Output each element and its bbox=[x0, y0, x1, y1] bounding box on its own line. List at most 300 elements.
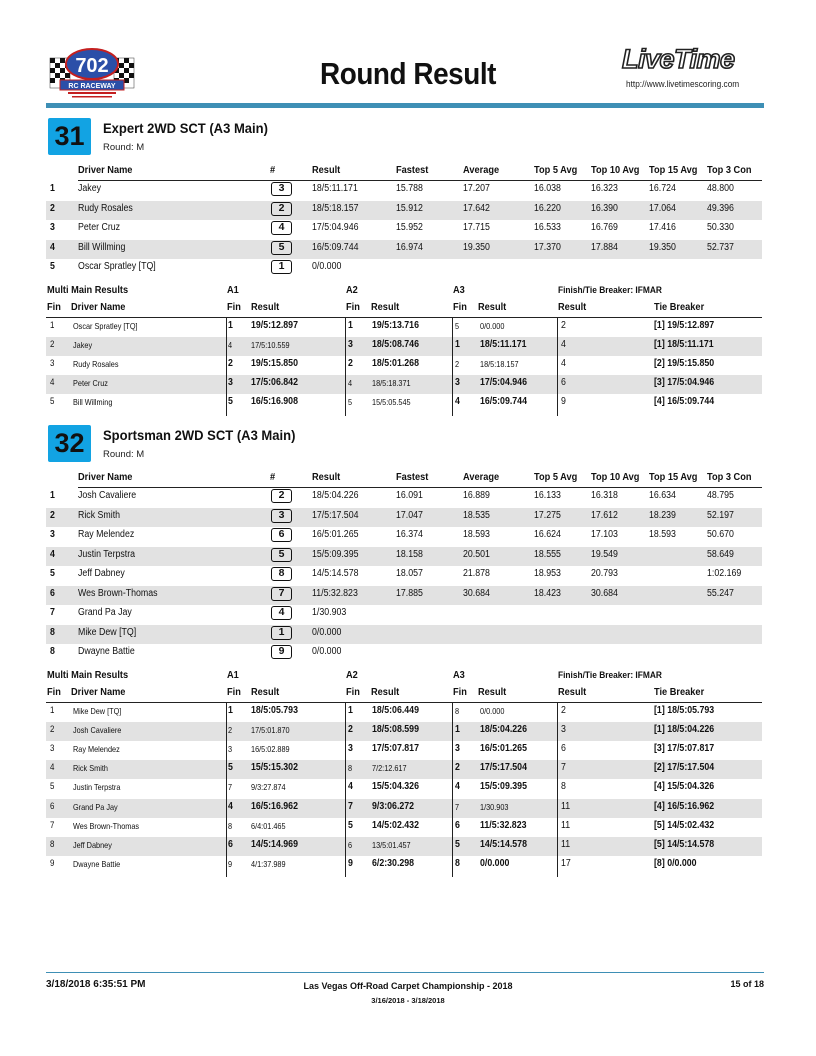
a3-result: 14/5:14.578 bbox=[480, 838, 527, 850]
column-divider bbox=[452, 318, 453, 416]
final-result-header: Result bbox=[558, 685, 587, 698]
car-number: 3 bbox=[271, 509, 292, 523]
a1-result: 16/5:16.962 bbox=[251, 800, 298, 812]
result-position: 5 bbox=[50, 261, 55, 272]
a3-header: A3 bbox=[453, 668, 465, 681]
a2-fin: 8 bbox=[348, 763, 353, 774]
column-divider bbox=[557, 318, 558, 416]
a3-fin: 8 bbox=[455, 858, 460, 870]
a2-result: 19/5:13.716 bbox=[372, 319, 419, 331]
a2-fin: 6 bbox=[348, 839, 353, 850]
final-result: 7 bbox=[561, 762, 566, 774]
a2-fin: 7 bbox=[348, 800, 353, 812]
result-result: 15/5:09.395 bbox=[312, 548, 359, 560]
a2-fin: 1 bbox=[348, 704, 353, 716]
car-number: 7 bbox=[271, 587, 292, 601]
result-top15: 17.416 bbox=[649, 222, 676, 233]
result-fastest: 15.912 bbox=[396, 202, 423, 214]
a2-fin: 2 bbox=[348, 723, 353, 735]
a2-result: 18/5:18.371 bbox=[372, 378, 411, 389]
driver-name: Justin Terpstra bbox=[78, 548, 136, 560]
multi-fin: 3 bbox=[50, 357, 55, 368]
result-top15: 18.239 bbox=[649, 509, 676, 521]
result-result: 18/5:18.157 bbox=[312, 202, 359, 214]
a2-fin-header: Fin bbox=[346, 685, 360, 698]
event-round: Round: M bbox=[103, 449, 145, 460]
result-top15: 16.724 bbox=[649, 183, 676, 194]
a3-result: 11/5:32.823 bbox=[480, 819, 527, 831]
result-top5: 16.624 bbox=[534, 529, 561, 540]
a1-fin: 1 bbox=[228, 704, 233, 716]
a3-fin: 1 bbox=[455, 723, 460, 735]
driver-name: Grand Pa Jay bbox=[78, 607, 132, 618]
a2-result: 6/2:30.298 bbox=[372, 858, 415, 870]
result-top5: 17.275 bbox=[534, 509, 561, 521]
a3-fin: 5 bbox=[455, 320, 460, 331]
final-result: 11 bbox=[561, 838, 571, 850]
a3-result: 18/5:18.157 bbox=[480, 358, 519, 369]
result-top3con: 50.330 bbox=[707, 222, 734, 233]
multi-main-title: Multi Main Results bbox=[47, 668, 129, 681]
a2-result: 15/5:05.545 bbox=[372, 397, 411, 408]
a3-result: 1/30.903 bbox=[480, 801, 509, 812]
result-position: 4 bbox=[50, 241, 55, 253]
tie-breaker-value: [2] 17/5:17.504 bbox=[654, 762, 715, 774]
result-result: 0/0.000 bbox=[312, 626, 342, 638]
tiebreaker-label: Finish/Tie Breaker: IFMAR bbox=[558, 284, 662, 296]
column-header-result: Result bbox=[312, 164, 341, 176]
multi-driver-name: Wes Brown-Thomas bbox=[73, 820, 140, 831]
footer-event-dates: 3/16/2018 - 3/18/2018 bbox=[371, 996, 445, 1005]
a3-result: 0/0.000 bbox=[480, 705, 505, 716]
event-number: 31 bbox=[48, 118, 91, 155]
result-position: 3 bbox=[50, 222, 55, 233]
a1-fin: 2 bbox=[228, 357, 233, 369]
result-fastest: 16.374 bbox=[396, 529, 423, 540]
a3-fin: 6 bbox=[455, 819, 460, 831]
a2-result: 9/3:06.272 bbox=[372, 800, 415, 812]
result-position: 7 bbox=[50, 607, 55, 618]
a2-header: A2 bbox=[346, 283, 358, 296]
multi-driver-name: Jakey bbox=[73, 339, 93, 350]
event-round: Round: M bbox=[103, 142, 145, 153]
header-underline bbox=[78, 487, 762, 488]
a1-result: 19/5:12.897 bbox=[251, 319, 298, 331]
multi-driver-name: Rick Smith bbox=[73, 763, 108, 774]
car-number: 8 bbox=[271, 567, 292, 581]
driver-name: Wes Brown-Thomas bbox=[78, 587, 158, 599]
event-number: 32 bbox=[48, 425, 91, 462]
tiebreaker-label: Finish/Tie Breaker: IFMAR bbox=[558, 669, 662, 681]
a3-fin: 8 bbox=[455, 705, 460, 716]
fin-header: Fin bbox=[47, 685, 61, 698]
result-top10: 20.793 bbox=[591, 568, 618, 579]
final-result: 11 bbox=[561, 819, 571, 831]
multi-fin: 8 bbox=[50, 838, 55, 849]
result-top3con: 52.737 bbox=[707, 241, 734, 253]
result-top10: 30.684 bbox=[591, 587, 618, 599]
car-number: 1 bbox=[271, 626, 292, 640]
result-top10: 16.390 bbox=[591, 202, 618, 214]
a1-result-header: Result bbox=[251, 685, 280, 698]
a3-result: 16/5:09.744 bbox=[480, 396, 527, 408]
car-number: 3 bbox=[271, 182, 292, 196]
column-divider bbox=[452, 703, 453, 878]
driver-name: Josh Cavaliere bbox=[78, 490, 137, 501]
tie-breaker-value: [3] 17/5:04.946 bbox=[654, 377, 715, 389]
driver-name: Jeff Dabney bbox=[78, 568, 125, 579]
driver-name: Jakey bbox=[78, 183, 101, 194]
a1-fin-header: Fin bbox=[227, 300, 241, 313]
final-result: 6 bbox=[561, 377, 566, 389]
result-average: 21.878 bbox=[463, 568, 490, 579]
footer-event-name: Las Vegas Off-Road Carpet Championship - 2018 bbox=[303, 981, 513, 991]
car-number: 6 bbox=[271, 528, 292, 542]
car-number: 4 bbox=[271, 221, 292, 235]
column-header-top3con: Top 3 Con bbox=[707, 471, 752, 483]
column-header-average: Average bbox=[463, 164, 500, 176]
a3-result: 18/5:11.171 bbox=[480, 338, 527, 350]
multi-fin: 5 bbox=[50, 396, 55, 407]
column-header-fastest: Fastest bbox=[396, 471, 429, 483]
a3-result: 15/5:09.395 bbox=[480, 781, 527, 793]
multi-driver-header: Driver Name bbox=[71, 300, 126, 313]
a3-fin-header: Fin bbox=[453, 685, 467, 698]
a3-fin: 4 bbox=[455, 781, 460, 793]
result-top3con: 52.197 bbox=[707, 509, 734, 521]
a2-result: 7/2:12.617 bbox=[372, 763, 407, 774]
result-result: 0/0.000 bbox=[312, 261, 342, 272]
column-divider bbox=[226, 703, 227, 878]
result-top5: 16.038 bbox=[534, 183, 561, 194]
a1-fin: 6 bbox=[228, 838, 233, 850]
a2-result: 15/5:04.326 bbox=[372, 781, 419, 793]
result-result: 16/5:09.744 bbox=[312, 241, 359, 253]
svg-text:RC RACEWAY: RC RACEWAY bbox=[68, 83, 116, 90]
a2-fin: 9 bbox=[348, 858, 353, 870]
result-top5: 16.133 bbox=[534, 490, 561, 501]
multi-fin: 9 bbox=[50, 858, 55, 869]
a1-result: 17/5:01.870 bbox=[251, 724, 290, 735]
a1-result: 17/5:06.842 bbox=[251, 377, 298, 389]
a1-fin: 7 bbox=[228, 782, 233, 793]
result-top5: 16.220 bbox=[534, 202, 561, 214]
page-title: Round Result bbox=[320, 56, 496, 91]
a3-result-header: Result bbox=[478, 685, 507, 698]
car-number: 5 bbox=[271, 548, 292, 562]
a1-fin: 2 bbox=[228, 724, 233, 735]
result-average: 16.889 bbox=[463, 490, 490, 501]
multi-header-underline bbox=[46, 702, 762, 703]
tie-breaker-value: [3] 17/5:07.817 bbox=[654, 742, 715, 754]
result-position: 8 bbox=[50, 646, 55, 657]
result-result: 17/5:04.946 bbox=[312, 222, 359, 233]
a1-result: 9/3:27.874 bbox=[251, 782, 286, 793]
printed-timestamp: 3/18/2018 6:35:51 PM bbox=[46, 979, 146, 990]
driver-name: Peter Cruz bbox=[78, 222, 121, 233]
column-header-driver-name: Driver Name bbox=[78, 471, 133, 483]
a2-header: A2 bbox=[346, 668, 358, 681]
a2-result-header: Result bbox=[371, 300, 400, 313]
a1-header: A1 bbox=[227, 668, 239, 681]
a2-result: 17/5:07.817 bbox=[372, 742, 419, 754]
multi-fin: 7 bbox=[50, 819, 55, 830]
multi-driver-header: Driver Name bbox=[71, 685, 126, 698]
a3-fin: 7 bbox=[455, 801, 460, 812]
result-position: 2 bbox=[50, 509, 55, 521]
a1-result: 6/4:01.465 bbox=[251, 820, 286, 831]
svg-text:702: 702 bbox=[75, 55, 109, 77]
column-header-result: Result bbox=[312, 471, 341, 483]
result-top3con: 55.247 bbox=[707, 587, 734, 599]
a1-fin: 1 bbox=[228, 319, 233, 331]
a2-result: 18/5:06.449 bbox=[372, 704, 419, 716]
result-top3con: 48.795 bbox=[707, 490, 734, 501]
a2-result: 14/5:02.432 bbox=[372, 819, 419, 831]
page-number: 15 of 18 bbox=[730, 979, 764, 989]
final-result: 4 bbox=[561, 338, 566, 350]
a2-fin-header: Fin bbox=[346, 300, 360, 313]
a1-fin: 3 bbox=[228, 377, 233, 389]
result-top15: 17.064 bbox=[649, 202, 676, 214]
result-average: 17.715 bbox=[463, 222, 490, 233]
multi-fin: 4 bbox=[50, 377, 55, 388]
a2-fin: 5 bbox=[348, 819, 353, 831]
a3-fin: 2 bbox=[455, 762, 460, 774]
result-result: 18/5:04.226 bbox=[312, 490, 359, 501]
car-number: 1 bbox=[271, 260, 292, 274]
a2-result: 18/5:08.599 bbox=[372, 723, 419, 735]
a3-fin: 3 bbox=[455, 377, 460, 389]
a3-fin-header: Fin bbox=[453, 300, 467, 313]
column-header-top15: Top 15 Avg bbox=[649, 471, 698, 483]
column-divider bbox=[345, 318, 346, 416]
tie-breaker-value: [8] 0/0.000 bbox=[654, 858, 697, 870]
result-average: 17.642 bbox=[463, 202, 490, 214]
driver-name: Mike Dew [TQ] bbox=[78, 626, 137, 638]
a1-fin-header: Fin bbox=[227, 685, 241, 698]
final-result: 11 bbox=[561, 800, 571, 812]
a1-result: 16/5:02.889 bbox=[251, 743, 290, 754]
result-position: 1 bbox=[50, 183, 55, 194]
result-top10: 16.318 bbox=[591, 490, 618, 501]
column-header-average: Average bbox=[463, 471, 500, 483]
final-result: 2 bbox=[561, 319, 566, 331]
multi-driver-name: Grand Pa Jay bbox=[73, 801, 118, 812]
car-number: 2 bbox=[271, 202, 292, 216]
column-divider bbox=[226, 318, 227, 416]
a1-fin: 8 bbox=[228, 820, 233, 831]
final-result-header: Result bbox=[558, 300, 587, 313]
a2-fin: 4 bbox=[348, 781, 353, 793]
car-number: 5 bbox=[271, 241, 292, 255]
result-average: 30.684 bbox=[463, 587, 490, 599]
a3-fin: 5 bbox=[455, 838, 460, 850]
a1-fin: 9 bbox=[228, 859, 233, 870]
a3-result: 18/5:04.226 bbox=[480, 723, 527, 735]
a2-fin: 5 bbox=[348, 397, 353, 408]
result-top3con: 50.670 bbox=[707, 529, 734, 540]
result-result: 18/5:11.171 bbox=[312, 183, 358, 194]
multi-driver-name: Oscar Spratley [TQ] bbox=[73, 320, 138, 331]
result-top15: 16.634 bbox=[649, 490, 676, 501]
tie-breaker-value: [1] 19/5:12.897 bbox=[654, 319, 715, 331]
result-top3con: 58.649 bbox=[707, 548, 734, 560]
multi-fin: 6 bbox=[50, 800, 55, 811]
a3-result: 0/0.000 bbox=[480, 320, 505, 331]
livetime-url[interactable]: http://www.livetimescoring.com bbox=[626, 79, 740, 89]
result-top3con: 48.800 bbox=[707, 183, 734, 194]
a3-header: A3 bbox=[453, 283, 465, 296]
column-header-top5: Top 5 Avg bbox=[534, 471, 578, 483]
column-header-fastest: Fastest bbox=[396, 164, 429, 176]
car-number: 4 bbox=[271, 606, 292, 620]
result-fastest: 15.952 bbox=[396, 222, 423, 233]
driver-name: Rick Smith bbox=[78, 509, 121, 521]
a3-fin: 4 bbox=[455, 396, 460, 408]
multi-driver-name: Bill Willming bbox=[73, 397, 113, 408]
final-result: 3 bbox=[561, 723, 566, 735]
multi-header-underline bbox=[46, 317, 762, 318]
a3-result: 17/5:04.946 bbox=[480, 377, 527, 389]
tie-breaker-value: [4] 16/5:16.962 bbox=[654, 800, 715, 812]
final-result: 2 bbox=[561, 704, 566, 716]
a3-fin: 2 bbox=[455, 358, 460, 369]
result-top10: 19.549 bbox=[591, 548, 618, 560]
livetime-logo: LiveTime bbox=[622, 44, 735, 74]
result-average: 20.501 bbox=[463, 548, 490, 560]
result-position: 2 bbox=[50, 202, 55, 214]
column-header-car: # bbox=[270, 471, 276, 483]
result-average: 18.593 bbox=[463, 529, 490, 540]
multi-fin: 5 bbox=[50, 781, 55, 792]
column-header-top10: Top 10 Avg bbox=[591, 164, 640, 176]
tie-breaker-value: [1] 18/5:11.171 bbox=[654, 338, 714, 350]
multi-driver-name: Mike Dew [TQ] bbox=[73, 705, 122, 716]
tie-breaker-value: [4] 15/5:04.326 bbox=[654, 781, 715, 793]
a1-result: 4/1:37.989 bbox=[251, 859, 286, 870]
result-fastest: 18.057 bbox=[396, 568, 423, 579]
multi-driver-name: Rudy Rosales bbox=[73, 358, 119, 369]
result-top10: 17.103 bbox=[591, 529, 618, 540]
result-fastest: 15.788 bbox=[396, 183, 423, 194]
column-header-top15: Top 15 Avg bbox=[649, 164, 698, 176]
result-top10: 16.769 bbox=[591, 222, 618, 233]
result-top5: 16.533 bbox=[534, 222, 561, 233]
result-position: 8 bbox=[50, 626, 55, 638]
multi-fin: 1 bbox=[50, 319, 55, 330]
driver-name: Ray Melendez bbox=[78, 529, 135, 540]
a2-result: 18/5:01.268 bbox=[372, 357, 419, 369]
final-result: 9 bbox=[561, 396, 566, 408]
tie-breaker-value: [5] 14/5:14.578 bbox=[654, 838, 715, 850]
multi-fin: 2 bbox=[50, 723, 55, 734]
driver-name: Oscar Spratley [TQ] bbox=[78, 261, 156, 272]
tie-breaker-value: [1] 18/5:04.226 bbox=[654, 723, 715, 735]
tie-breaker-value: [4] 16/5:09.744 bbox=[654, 396, 715, 408]
column-divider bbox=[557, 703, 558, 878]
tie-breaker-value: [2] 19/5:15.850 bbox=[654, 357, 715, 369]
car-number: 9 bbox=[271, 645, 292, 659]
result-fastest: 17.047 bbox=[396, 509, 423, 521]
car-number: 2 bbox=[271, 489, 292, 503]
driver-name: Rudy Rosales bbox=[78, 202, 133, 214]
multi-driver-name: Josh Cavaliere bbox=[73, 724, 122, 735]
tie-breaker-header: Tie Breaker bbox=[654, 300, 705, 313]
event-title: Sportsman 2WD SCT (A3 Main) bbox=[103, 427, 296, 443]
a1-result: 19/5:15.850 bbox=[251, 357, 298, 369]
result-fastest: 16.091 bbox=[396, 490, 423, 501]
tie-breaker-value: [5] 14/5:02.432 bbox=[654, 819, 715, 831]
result-result: 16/5:01.265 bbox=[312, 529, 359, 540]
a3-result-header: Result bbox=[478, 300, 507, 313]
multi-driver-name: Justin Terpstra bbox=[73, 782, 121, 793]
result-top5: 18.423 bbox=[534, 587, 561, 599]
a1-header: A1 bbox=[227, 283, 239, 296]
header-rule bbox=[46, 103, 764, 108]
result-top5: 18.953 bbox=[534, 568, 561, 579]
multi-main-title: Multi Main Results bbox=[47, 283, 129, 296]
a3-fin: 3 bbox=[455, 742, 460, 754]
table-row bbox=[46, 625, 762, 645]
a2-result: 13/5:01.457 bbox=[372, 839, 411, 850]
final-result: 4 bbox=[561, 357, 566, 369]
a3-fin: 1 bbox=[455, 338, 460, 350]
final-result: 6 bbox=[561, 742, 566, 754]
a1-result: 17/5:10.559 bbox=[251, 339, 290, 350]
result-position: 1 bbox=[50, 490, 55, 501]
a1-result: 14/5:14.969 bbox=[251, 838, 298, 850]
result-fastest: 16.974 bbox=[396, 241, 423, 253]
a2-result-header: Result bbox=[371, 685, 400, 698]
column-header-top10: Top 10 Avg bbox=[591, 471, 640, 483]
fin-header: Fin bbox=[47, 300, 61, 313]
result-top15: 19.350 bbox=[649, 241, 676, 253]
column-header-driver-name: Driver Name bbox=[78, 164, 133, 176]
result-position: 6 bbox=[50, 587, 55, 599]
a1-fin: 4 bbox=[228, 800, 233, 812]
a1-fin: 4 bbox=[228, 339, 233, 350]
a1-result: 16/5:16.908 bbox=[251, 396, 298, 408]
a2-result: 18/5:08.746 bbox=[372, 338, 419, 350]
result-average: 18.535 bbox=[463, 509, 490, 521]
result-top10: 16.323 bbox=[591, 183, 618, 194]
result-fastest: 17.885 bbox=[396, 587, 423, 599]
a2-fin: 4 bbox=[348, 378, 353, 389]
column-header-top5: Top 5 Avg bbox=[534, 164, 578, 176]
multi-driver-name: Jeff Dabney bbox=[73, 839, 112, 850]
result-result: 11/5:32.823 bbox=[312, 587, 358, 599]
a1-result: 15/5:15.302 bbox=[251, 762, 298, 774]
header-underline bbox=[78, 180, 762, 181]
result-top5: 17.370 bbox=[534, 241, 561, 253]
result-result: 1/30.903 bbox=[312, 607, 347, 618]
result-top15: 18.593 bbox=[649, 529, 676, 540]
result-top3con: 1:02.169 bbox=[707, 568, 742, 579]
multi-driver-name: Peter Cruz bbox=[73, 378, 108, 389]
result-position: 5 bbox=[50, 568, 55, 579]
a3-result: 16/5:01.265 bbox=[480, 742, 527, 754]
result-top10: 17.612 bbox=[591, 509, 618, 521]
driver-name: Dwayne Battie bbox=[78, 646, 135, 657]
a1-result: 18/5:05.793 bbox=[251, 704, 298, 716]
multi-fin: 4 bbox=[50, 762, 55, 773]
column-divider bbox=[345, 703, 346, 878]
multi-driver-name: Ray Melendez bbox=[73, 743, 120, 754]
multi-fin: 2 bbox=[50, 338, 55, 349]
result-top10: 17.884 bbox=[591, 241, 618, 253]
a2-fin: 2 bbox=[348, 357, 353, 369]
